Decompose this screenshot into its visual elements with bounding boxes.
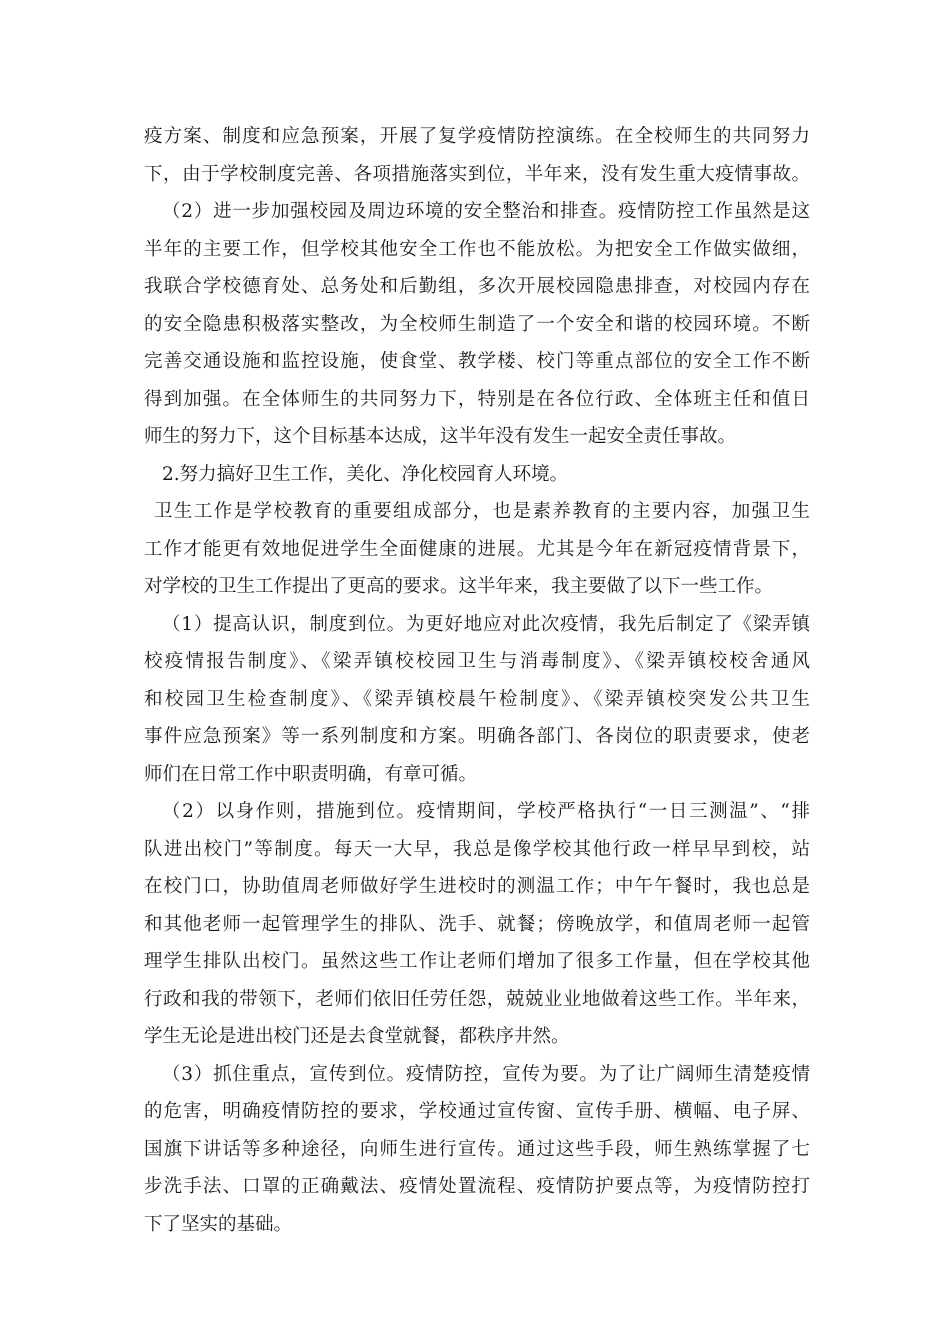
text-line: 工作才能更有效地促进学生全面健康的进展。尤其是今年在新冠疫情背景下，: [144, 538, 810, 560]
text-line: 事件应急预案》等一系列制度和方案。明确各部门、各岗位的职责要求，使老: [144, 726, 810, 747]
text-line: 学生无论是进出校门还是去食堂就餐，都秩序井然。: [144, 1026, 570, 1047]
text-line: 的危害，明确疫情防控的要求，学校通过宣传窗、宣传手册、横幅、电子屏、: [144, 1101, 810, 1122]
text-line: 行政和我的带领下，老师们依旧任劳任怨，兢兢业业地做着这些工作。半年来，: [144, 988, 810, 1010]
text-line: 理学生排队出校门。虽然这些工作让老师们增加了很多工作量，但在学校其他: [144, 951, 810, 972]
section-heading: 2.努力搞好卫生工作，美化、净化校园育人环境。: [162, 463, 569, 485]
text-line: 校疫情报告制度》、《梁弄镇校校园卫生与消毒制度》、《梁弄镇校校舍通风: [144, 651, 810, 672]
text-line: 师生的努力下，这个目标基本达成，这半年没有发生一起安全责任事故。: [144, 426, 737, 447]
text-line: （2）以身作则，措施到位。疫情期间，学校严格执行“一日三测温”、“排: [162, 801, 810, 822]
text-line: （1）提高认识，制度到位。为更好地应对此次疫情，我先后制定了《梁弄镇: [162, 613, 810, 635]
text-line: 卫生工作是学校教育的重要组成部分，也是素养教育的主要内容，加强卫生: [154, 501, 810, 522]
text-line: 得到加强。在全体师生的共同努力下，特别是在各位行政、全体班主任和值日: [144, 388, 810, 410]
document-body: [144, 118, 810, 1243]
text-line: 的安全隐患积极落实整改，为全校师生制造了一个安全和谐的校园环境。不断: [144, 313, 810, 335]
text-line: 步洗手法、口罩的正确戴法、疫情处置流程、疫情防护要点等，为疫情防控打: [144, 1176, 810, 1197]
text-line: 和其他老师一起管理学生的排队、洗手、就餐；傍晚放学，和值周老师一起管: [144, 913, 810, 935]
text-line: 下了坚实的基础。: [144, 1213, 293, 1235]
text-line: 队进出校门”等制度。每天一大早，我总是像学校其他行政一样早早到校，站: [144, 838, 810, 860]
text-line: 在校门口，协助值周老师做好学生进校时的测温工作；中午午餐时，我也总是: [144, 876, 810, 897]
text-line: 师们在日常工作中职责明确，有章可循。: [144, 763, 478, 785]
text-line: 疫方案、制度和应急预案，开展了复学疫情防控演练。在全校师生的共同努力: [144, 126, 810, 147]
text-line: 我联合学校德育处、总务处和后勤组，多次开展校园隐患排查，对校园内存在: [144, 276, 810, 297]
text-line: 完善交通设施和监控设施，使食堂、教学楼、校门等重点部位的安全工作不断: [144, 351, 810, 372]
text-line: （3）抓住重点，宣传到位。疫情防控，宣传为要。为了让广阔师生清楚疫情: [162, 1063, 810, 1085]
text-line: 和校园卫生检查制度》、《梁弄镇校晨午检制度》、《梁弄镇校突发公共卫生: [144, 688, 810, 710]
text-line: （2）进一步加强校园及周边环境的安全整治和排查。疫情防控工作虽然是这: [162, 201, 810, 222]
text-line: 对学校的卫生工作提出了更高的要求。这半年来，我主要做了以下一些工作。: [144, 576, 774, 597]
text-line: 国旗下讲话等多种途径，向师生进行宣传。通过这些手段，师生熟练掌握了七: [144, 1138, 810, 1160]
text-line: 下，由于学校制度完善、各项措施落实到位，半年来，没有发生重大疫情事故。: [144, 163, 810, 185]
text-line: 半年的主要工作，但学校其他安全工作也不能放松。为把安全工作做实做细，: [144, 238, 810, 260]
